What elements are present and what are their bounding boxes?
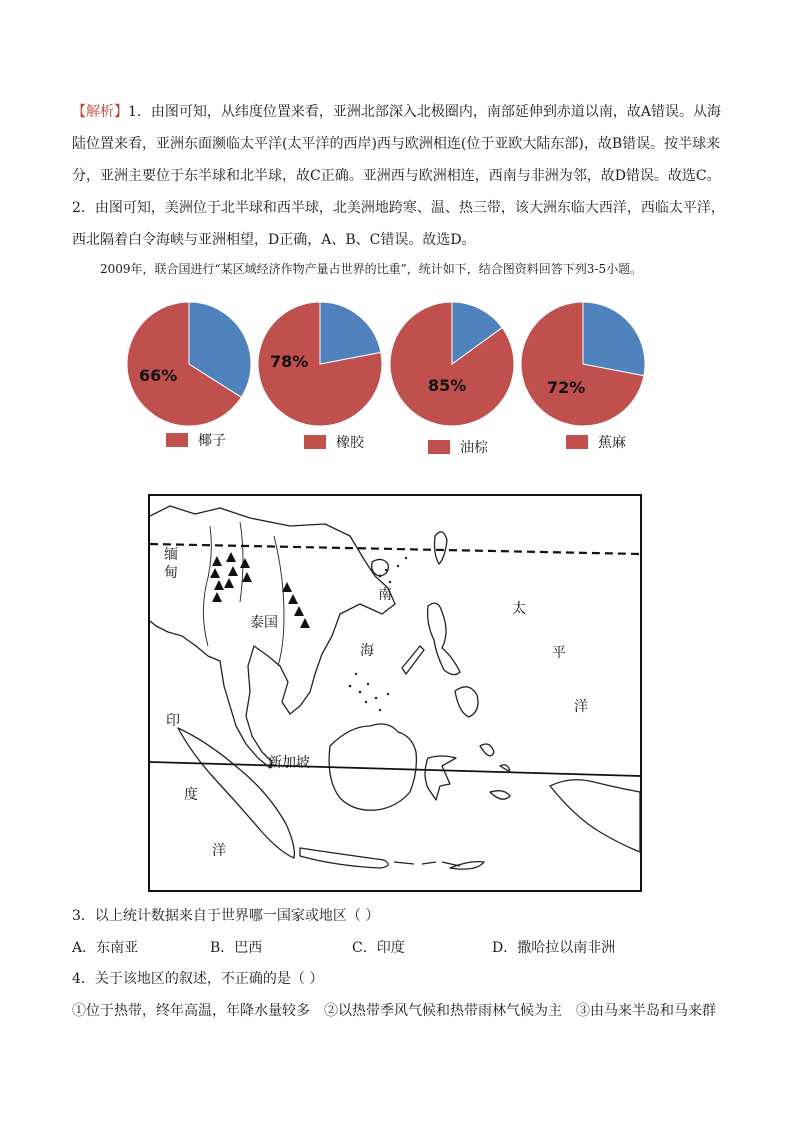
river-lines: [203, 522, 284, 666]
tropic-line: [150, 544, 640, 554]
pie-svg-0: [125, 300, 253, 428]
legend-item-oilpalm: 油棕: [428, 437, 488, 457]
legend-swatch: [428, 440, 450, 454]
new-guinea: [550, 780, 640, 852]
analysis-q2-line1: 2．由图可知，美洲位于北半球和西半球，北美洲地跨寒、温、热三带，该大洲东临大西洋，西临太平洋，: [72, 200, 725, 216]
label-singapore: 新加坡: [268, 755, 310, 771]
pie-label-1: 78%: [270, 352, 309, 371]
sulawesi: [425, 756, 456, 800]
pie-chart-abaca: [519, 300, 647, 428]
legend-item-abaca: 蕉麻: [566, 432, 626, 452]
q3-option-a: A．东南亚: [72, 940, 139, 956]
pie-label-3: 72%: [547, 378, 586, 397]
label-pacific-3: 洋: [574, 699, 588, 715]
q3-option-b: B．巴西: [210, 940, 263, 956]
pie-label-2: 85%: [428, 376, 467, 395]
java: [300, 848, 388, 868]
analysis-q1-line3: 分，亚洲主要位于东半球和北半球，故C正确。亚洲西与欧洲相连，西南与非洲为邻，故D错误。故选C。: [72, 168, 721, 184]
map-drawing: [150, 496, 640, 890]
legend-swatch: [304, 435, 326, 449]
analysis-q1-line2: 陆位置来看，亚洲东面濒临太平洋(太平洋的西岸)西与欧洲相连(位于亚欧大陆东部)，故B错误。按半球来: [72, 136, 721, 152]
legend-swatch: [166, 433, 188, 447]
southeast-asia-map: [148, 494, 642, 892]
legend-item-coconut: 椰子: [166, 430, 226, 450]
equator-line: [150, 762, 640, 776]
label-indian-3: 洋: [212, 843, 226, 859]
question-3-stem: 3．以上统计数据来自于世界哪一国家或地区（ ）: [72, 908, 380, 924]
mindanao: [455, 687, 478, 717]
label-myanmar-1: 缅: [164, 547, 178, 563]
legend-item-rubber: 橡胶: [304, 432, 364, 452]
question-4-stem: 4．关于该地区的叙述，不正确的是（ ）: [72, 971, 324, 987]
label-indian-2: 度: [184, 787, 198, 803]
palawan: [402, 646, 424, 674]
q3-option-d: D．撒哈拉以南非洲: [492, 940, 616, 956]
question-4-items: ①位于热带，终年高温，年降水量较多 ②以热带季风气候和热带雨林气候为主 ③由马来半岛和马来群: [72, 1003, 716, 1019]
analysis-tag: 【解析】: [72, 104, 128, 120]
label-scs-1: 南: [378, 587, 392, 603]
label-pacific-1: 太: [512, 601, 526, 617]
legend-swatch: [566, 435, 588, 449]
pie-chart-rubber: [256, 300, 384, 428]
label-scs-2: 海: [360, 643, 374, 659]
scs-islands: [349, 557, 408, 711]
q3-option-c: C．印度: [352, 940, 405, 956]
analysis-q1-line1: 【解析】1．由图可知，从纬度位置来看，亚洲北部深入北极圈内，南部延伸到赤道以南，故A错误。从海: [72, 104, 722, 120]
stats-intro: 2009年，联合国进行“某区域经济作物产量占世界的比重”，统计如下，结合图资料回答下列3-5小题。: [100, 262, 643, 276]
label-indian-1: 印: [166, 713, 180, 729]
pie-slice-other-3: [583, 302, 645, 376]
pie-label-0: 66%: [139, 366, 178, 385]
pie-chart-oilpalm: [388, 300, 516, 428]
analysis-q2-line2: 西北隔着白令海峡与亚洲相望，D正确，A、B、C错误。故选D。: [72, 232, 476, 248]
label-thailand: 泰国: [250, 615, 278, 631]
lesser-sunda: [394, 862, 460, 866]
hainan: [372, 559, 389, 576]
label-myanmar-2: 甸: [164, 565, 178, 581]
label-pacific-2: 平: [552, 645, 566, 661]
mainland-coast: [150, 506, 395, 768]
taiwan: [435, 532, 448, 564]
pie-svg-2: [388, 300, 516, 428]
luzon: [428, 603, 460, 674]
pie-svg-3: [519, 300, 647, 428]
pie-chart-coconut: [125, 300, 253, 428]
